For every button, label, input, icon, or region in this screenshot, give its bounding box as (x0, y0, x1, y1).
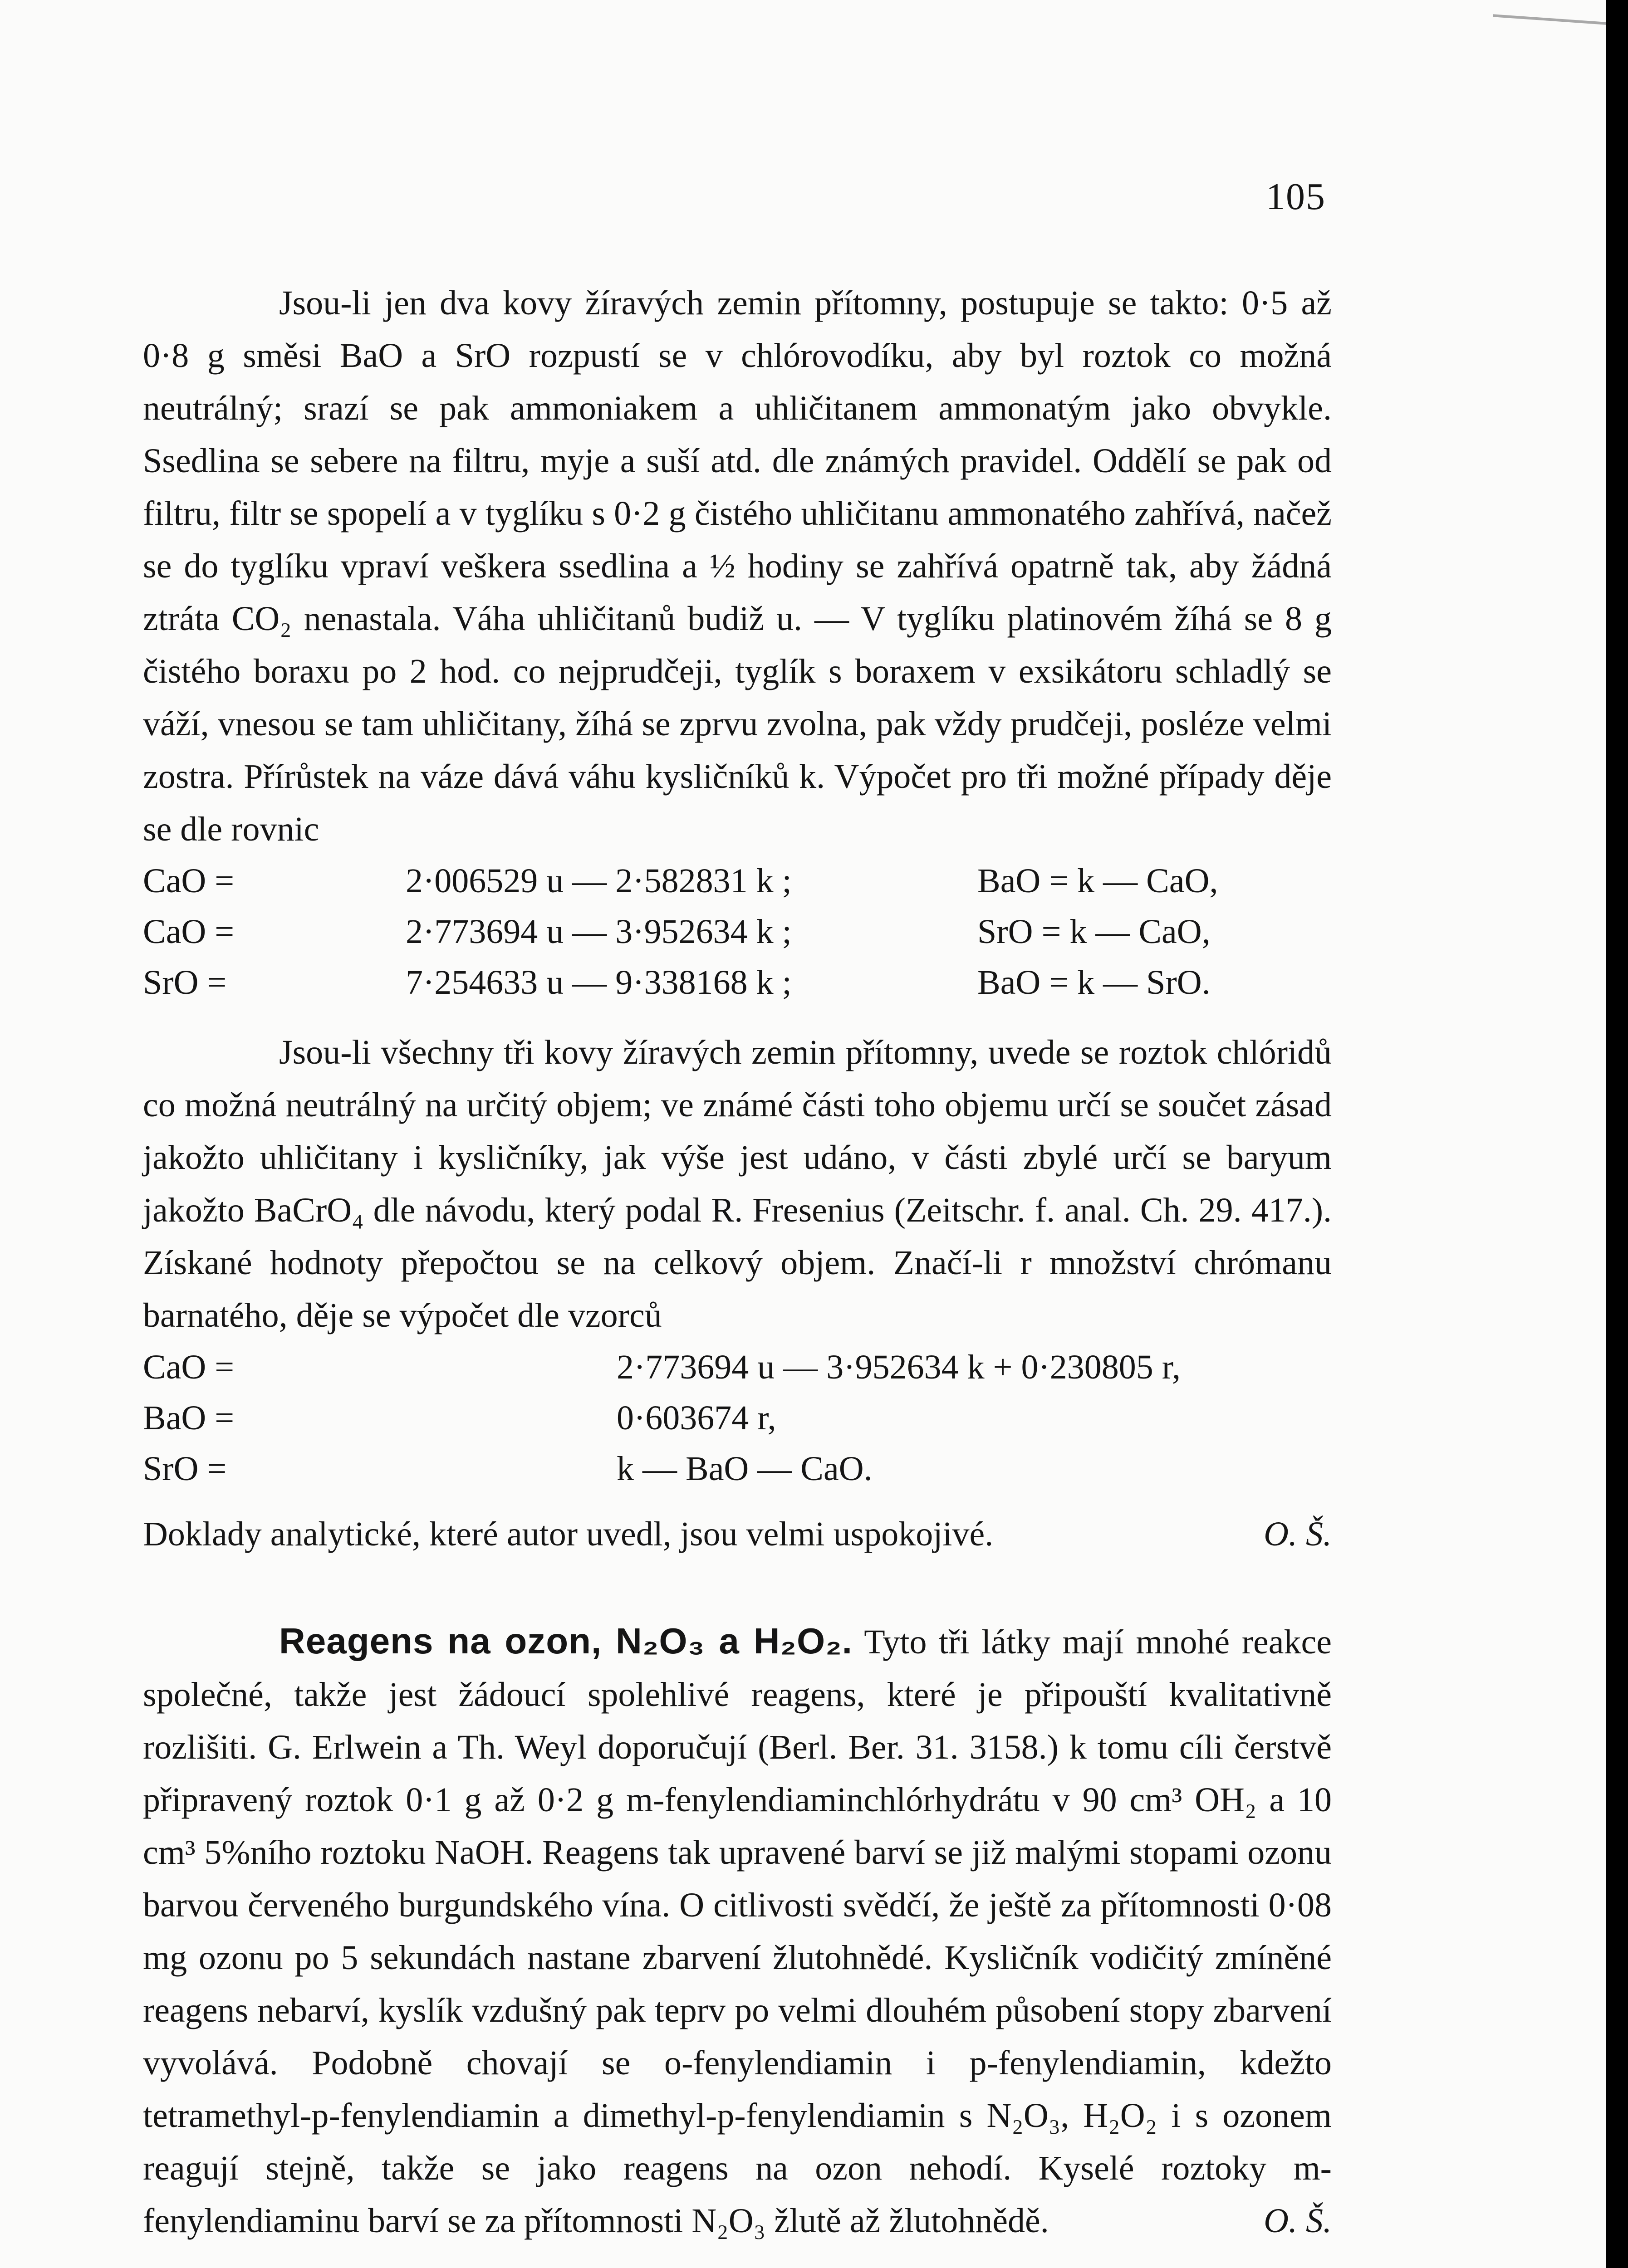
author-signature: O. Š. (1264, 1515, 1332, 1553)
paragraph-binary-case: Jsou-li jen dva kovy žíravých zemin přítomny, postupuje se takto: 0·5 až 0·8 g směsi BaO a SrO rozpustí se v chlórovodíku, aby byl roztok co možná neutrálný; srazí se pak ammoniakem a uhličitanem ammonatým jako obvykle. Ssedlina se sebere na filtru, myje a suší atd. dle známých pravidel. Oddělí se pak od filtru, filtr se spopelí a v tyglíku s 0·2 g čistého uhličitanu ammonatého zahřívá, načež se do tyglíku vpraví veškera ssedlina a ½ hodiny se zahřívá opatrně tak, aby žádná ztráta CO₂ nenastala. Váha uhličitanů budiž u. — V tyglíku platinovém žíhá se 8 g čistého boraxu po 2 hod. co nejprudčeji, tyglík s boraxem v exsikátoru schladlý se váží, vnesou se tam uhličitany, žíhá se zprvu zvolna, pak vždy prudčeji, posléze velmi zostra. Přírůstek na váze dává váhu kysličníků k. Výpočet pro tři možné případy děje se dle rovnic (143, 284, 1332, 848)
equation-complement: SrO = k — CaO, (977, 913, 1211, 951)
equation-lhs: SrO = (143, 1450, 227, 1488)
equation-row (143, 957, 1332, 1008)
equation-lhs: SrO = (143, 963, 227, 1002)
equation-complement: BaO = k — SrO. (977, 963, 1211, 1002)
article-body (143, 277, 1332, 2247)
conclusion-text: Doklady analytické, které autor uvedl, jsou velmi uspokojivé. (143, 1515, 994, 1553)
equation-lhs: CaO = (143, 1348, 235, 1386)
equation-complement: BaO = k — CaO, (977, 862, 1218, 900)
equation-row (143, 1443, 1332, 1494)
paragraph-ozone-reagent (143, 1615, 1332, 2247)
page-number: 105 (1266, 176, 1326, 218)
section-text: Tyto tři látky mají mnohé reakce společné, takže jest žádoucí spolehlivé reagens, které je připouští kvalitativně rozlišiti. G. Erlwein a Th. Weyl doporučují (Berl. Ber. 31. 3158.) k tomu cíli čerstvě připravený roztok 0·1 g až 0·2 g m-fenylendiaminchlórhydrátu v 90 cm³ OH₂ a 10 cm³ 5%ního roztoku NaOH. Reagens tak upravené barví se již malými stopami ozonu barvou červeného burgundského vína. O citlivosti svědčí, že ještě za přítomnosti 0·08 mg ozonu po 5 sekundách nastane zbarvení žlutohnědé. Kysličník vodičitý zmíněné reagens nebarví, kyslík vzdušný pak teprv po velmi dlouhém působení stopy zbarvení vyvolává. Podobně chovají se o-fenylendiamin i p-fenylendiamin, kdežto tetramethyl-p-fenylendiamin a dimethyl-p-fenylendiamin s N₂O₃, H₂O₂ i s ozonem reagují stejně, takže se jako reagens na ozon nehodí. Kyselé roztoky m-fenylendiaminu barví se za přítomnosti N₂O₃ žlutě až žlutohnědě. (143, 1623, 1332, 2240)
scan-edge-line (1493, 14, 1606, 24)
equation-group-ternary (143, 1342, 1332, 1494)
author-signature: O. Š. (1264, 2202, 1332, 2240)
equation-row (143, 906, 1332, 957)
equation-rhs: 7·254633 u — 9·338168 k ; (406, 963, 792, 1002)
section-heading: Reagens na ozon, N₂O₃ a H₂O₂. (279, 1621, 853, 1661)
equation-row (143, 1342, 1332, 1393)
equation-group-binary (143, 855, 1332, 1008)
equation-rhs: 2·773694 u — 3·952634 k + 0·230805 r, (617, 1348, 1181, 1386)
equation-rhs: k — BaO — CaO. (617, 1450, 873, 1488)
equation-row (143, 855, 1332, 906)
equation-lhs: BaO = (143, 1399, 235, 1437)
equation-rhs: 0·603674 r, (617, 1399, 776, 1437)
conclusion-line (143, 1508, 1332, 1560)
equation-lhs: CaO = (143, 862, 235, 900)
equation-row (143, 1393, 1332, 1443)
equation-rhs: 2·773694 u — 3·952634 k ; (406, 913, 792, 951)
equation-rhs: 2·006529 u — 2·582831 k ; (406, 862, 792, 900)
equation-lhs: CaO = (143, 913, 235, 951)
paragraph-ternary-case: Jsou-li všechny tři kovy žíravých zemin přítomny, uvede se roztok chlóridů co možná neutrálný na určitý objem; ve známé části toho objemu určí se součet zásad jakožto uhličitany i kysličníky, jak výše jest udáno, v části zbylé určí se baryum jakožto BaCrO₄ dle návodu, který podal R. Fresenius (Zeitschr. f. anal. Ch. 29. 417.). Získané hodnoty přepočtou se na celkový objem. Značí-li r množství chrómanu barnatého, děje se výpočet dle vzorců (143, 1033, 1332, 1334)
